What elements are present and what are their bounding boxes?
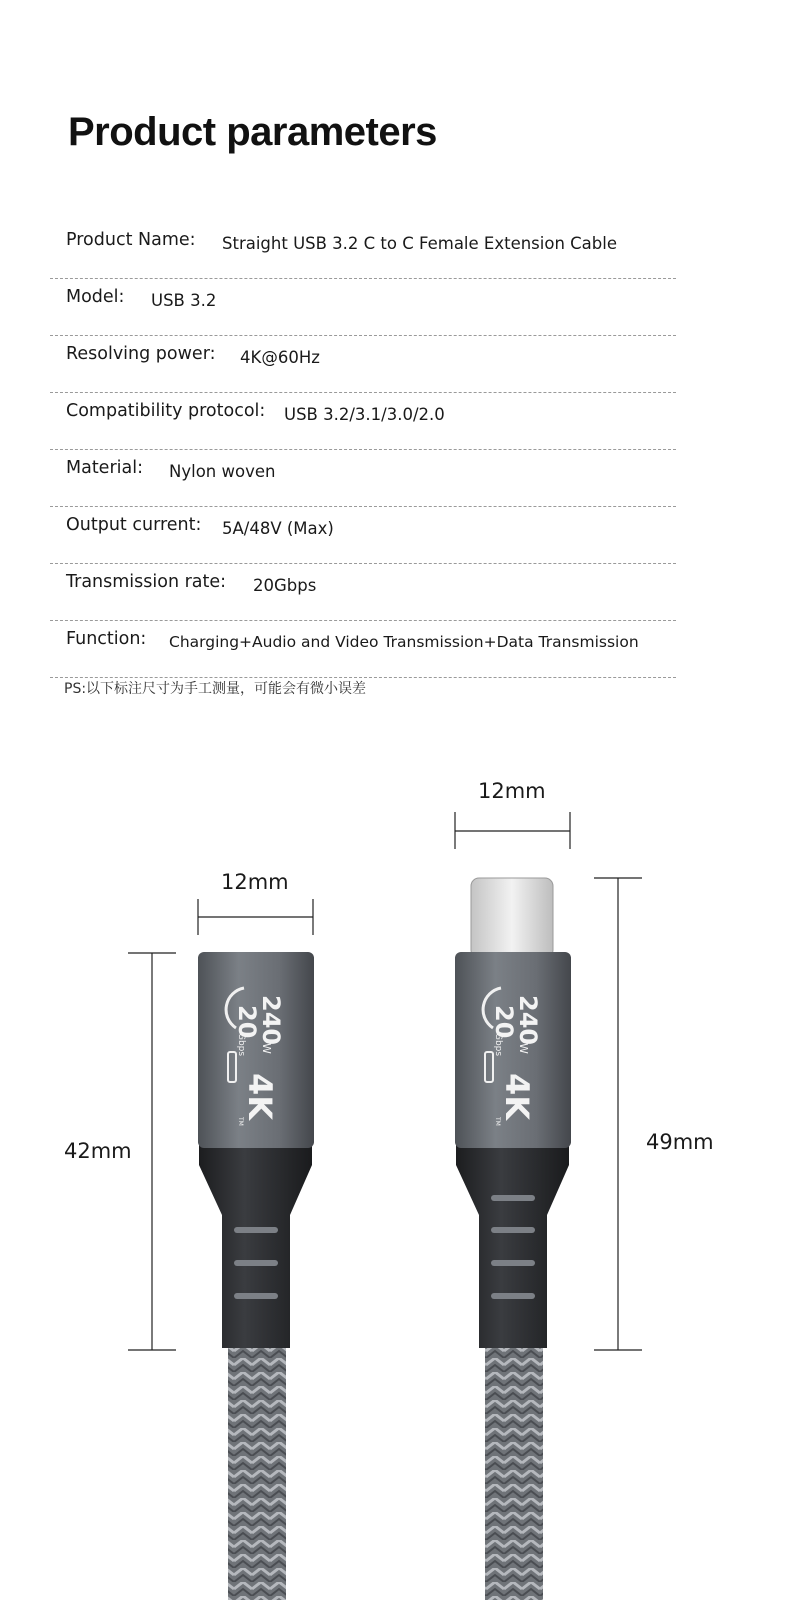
param-value: USB 3.2 bbox=[151, 291, 217, 310]
param-value: Straight USB 3.2 C to C Female Extension Cable bbox=[222, 234, 618, 253]
male-width-label: 12mm bbox=[478, 779, 546, 803]
male-length-dimension-line bbox=[594, 878, 642, 1350]
svg-text:W: W bbox=[260, 1043, 273, 1054]
male-strain-relief bbox=[456, 1145, 569, 1348]
svg-text:4K: 4K bbox=[498, 1073, 536, 1121]
param-label: Material: bbox=[66, 458, 143, 478]
param-label: Output current: bbox=[66, 515, 202, 535]
female-width-dimension-line bbox=[198, 899, 313, 935]
svg-text:240: 240 bbox=[257, 995, 285, 1046]
male-usb-c-tip bbox=[471, 878, 553, 958]
page-title: Product parameters bbox=[68, 110, 437, 154]
male-connector bbox=[455, 812, 642, 1600]
svg-text:20: 20 bbox=[233, 1005, 261, 1039]
param-label: Resolving power: bbox=[66, 344, 216, 364]
svg-text:TM: TM bbox=[237, 1117, 244, 1126]
param-label: Product Name: bbox=[66, 230, 196, 250]
svg-text:TM: TM bbox=[494, 1117, 501, 1126]
svg-text:240: 240 bbox=[514, 995, 542, 1046]
male-length-label: 49mm bbox=[646, 1130, 714, 1154]
param-label: Transmission rate: bbox=[66, 572, 227, 592]
female-width-label: 12mm bbox=[221, 870, 289, 894]
param-label: Model: bbox=[66, 287, 125, 307]
female-length-dimension-line bbox=[128, 953, 176, 1350]
male-width-dimension-line bbox=[455, 812, 570, 849]
measurement-note: PS:以下标注尺寸为手工测量，可能会有微小误差 bbox=[64, 681, 367, 697]
female-length-label: 42mm bbox=[64, 1139, 132, 1163]
param-label: Function: bbox=[66, 629, 147, 649]
svg-text:Gbps: Gbps bbox=[236, 1033, 246, 1057]
female-braided-cable bbox=[228, 1345, 286, 1600]
param-value: USB 3.2/3.1/3.0/2.0 bbox=[284, 405, 445, 424]
svg-text:Gbps: Gbps bbox=[493, 1033, 503, 1057]
svg-text:20: 20 bbox=[490, 1005, 518, 1039]
param-value: 4K@60Hz bbox=[240, 348, 320, 367]
female-strain-relief bbox=[199, 1145, 312, 1348]
male-braided-cable bbox=[485, 1345, 543, 1600]
param-label: Compatibility protocol: bbox=[66, 401, 266, 421]
svg-text:4K: 4K bbox=[241, 1073, 279, 1121]
param-value: 20Gbps bbox=[253, 576, 317, 595]
param-value: 5A/48V (Max) bbox=[222, 519, 334, 538]
svg-text:W: W bbox=[517, 1043, 530, 1054]
female-connector bbox=[128, 899, 314, 1600]
param-value: Nylon woven bbox=[169, 462, 276, 481]
param-value: Charging+Audio and Video Transmission+Data Transmission bbox=[169, 633, 639, 651]
